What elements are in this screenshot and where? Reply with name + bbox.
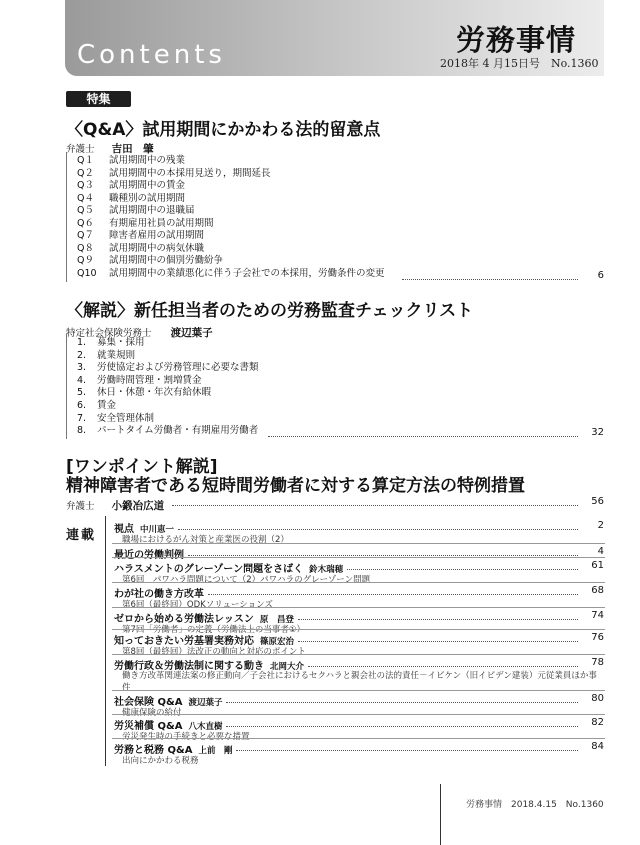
article3-author-role: 弁護士 <box>66 501 95 512</box>
question-number: Q６ <box>77 217 94 229</box>
issue-info: 2018年 4 月15日号 No.1360 <box>440 57 599 70</box>
series-item-page: 61 <box>591 560 604 571</box>
series-item-author: 篠原宏治 <box>260 637 295 647</box>
series-leader-dots <box>347 569 578 570</box>
series-item-page: 74 <box>591 610 604 621</box>
series-item-page: 4 <box>597 546 604 557</box>
article2-author-role: 特定社会保険労務士 <box>66 328 152 339</box>
series-item-subtitle: 第6回 パワハラ問題について（2）パワハラのグレーゾーン問題 <box>122 575 371 585</box>
article1-author-role: 弁護士 <box>66 144 95 155</box>
question-text: 障害者雇用の試用期間 <box>109 230 205 241</box>
series-title-text: わが社の働き方改革 <box>114 589 204 600</box>
article1-page: 6 <box>597 270 604 281</box>
article3-title-line2[interactable]: 精神障害者である短時間労働者に対する算定方法の特例措置 <box>66 476 525 496</box>
series-item-subtitle: 第7回「労働者」の定義（労働法上の当事者①） <box>122 625 306 635</box>
article3-author <box>66 494 164 513</box>
checklist-text: 募集・採用 <box>97 337 145 348</box>
series-item-page: 82 <box>591 717 604 728</box>
series-item-subtitle: 働き方改革関連法案の修正動向／子会社におけるセクハラと親会社の法的責任－イビケン（旧イビデン建装）元従業員ほか事件 <box>122 671 597 693</box>
series-leader-dots <box>178 529 578 530</box>
series-item-author: 中川恵一 <box>140 525 175 535</box>
article2-title[interactable]: 〈解説〉新任担当者のための労務監査チェックリスト <box>66 301 474 321</box>
article2-author-name: 渡辺葉子 <box>170 327 213 339</box>
question-text: 試用期間中の賃金 <box>109 180 186 191</box>
question-number: Q３ <box>77 180 94 191</box>
checklist-text: 労働時間管理・割増賃金 <box>97 374 202 386</box>
series-leader-dots <box>208 594 578 595</box>
series-title-text: ハラスメントのグレーゾーン問題をさばく <box>114 564 304 575</box>
series-title-text: ゼロから始める労働法レッスン <box>114 614 254 625</box>
question-number: Q８ <box>77 242 94 254</box>
series-leader-dots <box>298 619 578 620</box>
series-item-subtitle: 職場におけるがん対策と産業医の役割（2） <box>122 535 289 545</box>
question-number: Q７ <box>77 230 94 241</box>
question-number: Q10 <box>77 267 97 279</box>
series-item-title[interactable] <box>114 546 184 561</box>
question-text: 試用期間中の業績悪化に伴う子会社での本採用，労働条件の変更 <box>109 267 385 279</box>
series-title-text: 最近の労働判例 <box>114 550 184 561</box>
series-title-text: 労務と税務 Q&A <box>114 745 193 756</box>
series-divider <box>112 582 605 583</box>
series-title-text: 労災補償 Q&A <box>114 721 183 732</box>
contents-label: Contents <box>77 40 226 70</box>
series-divider <box>112 629 605 630</box>
series-item-subtitle: 労災発生時の手続きと必要な措置 <box>122 732 250 742</box>
checklist-text: 労使協定および労務管理に必要な書類 <box>97 362 259 374</box>
question-text: 試用期間中の退職届 <box>109 205 195 216</box>
question-number: Q１ <box>77 155 94 166</box>
article3-leader-dots <box>172 505 578 506</box>
checklist-number: 6. <box>77 400 87 411</box>
article3-title-line1[interactable]: [ワンポイント解説] <box>66 457 218 477</box>
series-leader-dots <box>308 666 578 667</box>
question-text: 試用期間中の病気休職 <box>109 242 205 254</box>
question-number: Q２ <box>77 167 94 179</box>
question-text: 有期雇用社員の試用期間 <box>109 217 214 229</box>
article1-author-name: 吉田 肇 <box>111 143 154 155</box>
series-item-subtitle: 出向にかかわる税務 <box>122 756 199 766</box>
question-number: Q５ <box>77 205 94 216</box>
article3-author-name: 小鍛冶広道 <box>111 500 165 512</box>
series-item-author: 鈴木瑞穂 <box>309 565 344 575</box>
article1-title[interactable]: 〈Q&A〉試用期間にかかわる法的留意点 <box>66 120 381 140</box>
checklist-number: 5. <box>77 387 87 399</box>
series-item-subtitle: 健康保険の給付 <box>122 708 182 718</box>
series-item-page: 78 <box>591 657 604 668</box>
question-number: Q９ <box>77 255 94 266</box>
checklist-number: 2. <box>77 349 87 361</box>
series-item-subtitle: 第6回（最終回）ODKソリューションズ <box>122 600 273 610</box>
magazine-title: 労務事情 <box>456 23 577 57</box>
series-divider <box>112 654 605 655</box>
series-title-text: 社会保険 Q&A <box>114 697 183 708</box>
series-item-page: 2 <box>597 520 604 531</box>
article2-page: 32 <box>591 427 604 438</box>
series-leader-dots <box>236 750 578 751</box>
series-item-author: 渡辺葉子 <box>188 698 223 708</box>
article2-checklist <box>66 334 605 439</box>
series-leader-dots <box>226 726 578 727</box>
series-leader-dots <box>188 555 578 556</box>
series-divider <box>112 690 605 691</box>
footer-divider <box>440 784 441 845</box>
feature-tag: 特集 <box>66 91 131 107</box>
series-item-author: 原 昌登 <box>259 615 294 625</box>
article1-leader-dots <box>402 279 578 280</box>
checklist-number: 4. <box>77 374 87 386</box>
checklist-number: 7. <box>77 412 87 424</box>
series-item-page: 80 <box>591 693 604 704</box>
series-item-page: 84 <box>591 741 604 752</box>
checklist-text: 賃金 <box>97 400 117 411</box>
checklist-number: 1. <box>77 337 87 348</box>
question-text: 試用期間中の個別労働紛争 <box>109 255 224 266</box>
checklist-text: 休日・休憩・年次有給休暇 <box>97 387 212 399</box>
checklist-text: パートタイム労働者・有期雇用労働者 <box>97 425 259 437</box>
question-text: 試用期間中の本採用見送り，期間延長 <box>109 167 271 179</box>
series-divider <box>112 543 605 544</box>
question-item <box>77 265 385 279</box>
series-item-subtitle: 第8回（最終回）法改正の動向と対応のポイント <box>122 647 306 657</box>
series-item-author: 北岡大介 <box>270 662 305 672</box>
article3-page: 56 <box>591 496 604 507</box>
series-divider <box>112 714 605 715</box>
series-title-text: 労働行政＆労働法制に関する動き <box>114 661 264 672</box>
checklist-text: 安全管理体制 <box>97 412 155 424</box>
series-divider <box>112 607 605 608</box>
series-item-page: 76 <box>591 632 604 643</box>
series-tag: 連載 <box>66 528 97 543</box>
series-item-page: 68 <box>591 585 604 596</box>
checklist-number: 3. <box>77 362 87 374</box>
series-leader-dots <box>298 641 578 642</box>
checklist-item <box>77 422 258 436</box>
article2-leader-dots <box>268 436 578 437</box>
series-divider <box>112 738 605 739</box>
series-leader-dots <box>226 702 578 703</box>
series-divider <box>112 557 605 558</box>
series-title-text: 知っておきたい労基署実務対応 <box>114 636 254 647</box>
question-text: 職種別の試用期間 <box>109 192 186 204</box>
question-number: Q４ <box>77 192 94 204</box>
series-item-author: 上前 剛 <box>198 746 233 756</box>
checklist-number: 8. <box>77 425 87 437</box>
article1-question-list <box>66 152 605 282</box>
footer-text: 労務事情 2018.4.15 No.1360 <box>466 800 604 810</box>
checklist-text: 就業規則 <box>97 349 136 361</box>
series-item-author: 八木直樹 <box>188 722 223 732</box>
series-title-text: 視点 <box>114 524 134 535</box>
question-text: 試用期間中の残業 <box>109 155 186 166</box>
